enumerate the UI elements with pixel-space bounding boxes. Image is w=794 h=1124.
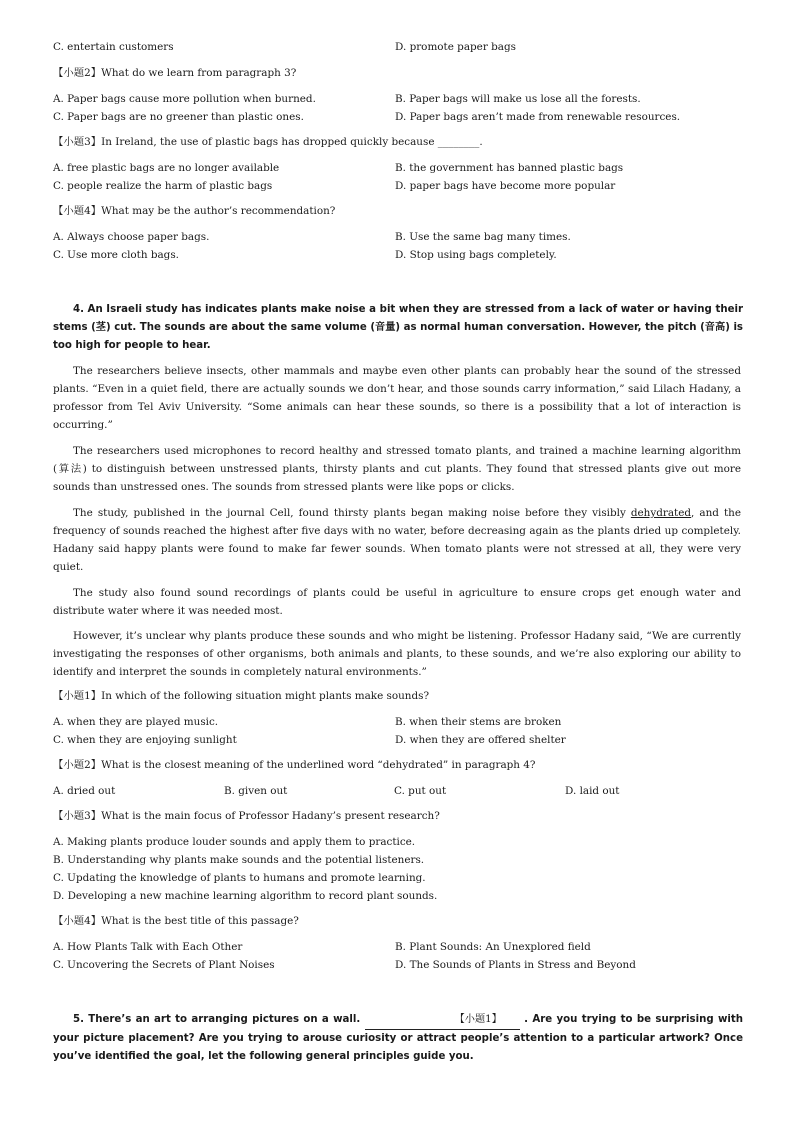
prev-q4-stem: 【小题4】What may be the author’s recommendation?: [53, 205, 336, 217]
passage4-q3-option-b: B. Understanding why plants make sounds and the potential listeners.: [53, 854, 425, 866]
prev-q2-option-d: D. Paper bags aren’t made from renewable resources.: [395, 111, 681, 123]
passage4-q1-stem: 【小题1】In which of the following situation might plants make sounds?: [53, 690, 430, 702]
prev-q1-option-d: D. promote paper bags: [395, 41, 516, 53]
passage4-q3-option-c: C. Updating the knowledge of plants to humans and promote learning.: [53, 872, 426, 884]
passage4-q2-option-c: C. put out: [394, 785, 447, 797]
prev-q2-option-b: B. Paper bags will make us lose all the forests.: [395, 93, 641, 105]
passage4-paragraph-1: The researchers believe insects, other mammals and maybe even other plants can probably hear the sound of the stressed plants. “Even in a quiet field, there are actually sounds we don’t hear, and those sounds carry information,” said Lilach Hadany, a professor from Tel Aviv University. “Some animals can hear these sounds, so there is a possibility that a lot of interaction is occurring.”: [53, 365, 741, 431]
prev-q1-option-c: C. entertain customers: [53, 41, 174, 53]
passage4-q3-stem: 【小题3】What is the main focus of Professor Hadany’s present research?: [53, 810, 440, 822]
prev-q4-option-d: D. Stop using bags completely.: [395, 249, 557, 261]
passage5-text-before: 5. There’s an art to arranging pictures on a wall.: [73, 1014, 365, 1025]
prev-q3-option-c: C. people realize the harm of plastic bags: [53, 180, 273, 192]
passage4-paragraph-3: [53, 504, 741, 576]
passage4-paragraph-5: However, it’s unclear why plants produce these sounds and who might be listening. Professor Hadany said, “We are currently investigating the responses of other organisms, both animals and plants, to these sounds, and we’re also exploring our ability to identify and interpret the sounds in completely natural environments.”: [53, 630, 741, 678]
prev-q3-stem: 【小题3】In Ireland, the use of plastic bags has dropped quickly because ________.: [53, 136, 483, 148]
passage4-q2-option-b: B. given out: [224, 785, 288, 797]
passage4-q2-option-d: D. laid out: [565, 785, 620, 797]
prev-q3-option-b: B. the government has banned plastic bags: [395, 162, 624, 174]
passage4-q1-option-b: B. when their stems are broken: [395, 716, 562, 728]
passage4-q4-stem: 【小题4】What is the best title of this passage?: [53, 915, 299, 927]
answer-blank-1[interactable]: 【小题1】: [365, 1011, 520, 1030]
passage4-paragraph-4: The study also found sound recordings of plants could be useful in agriculture to ensure crops get enough water and distribute water where it was needed most.: [53, 587, 741, 617]
paragraph-3-text-after: , and the frequency of sounds reached the highest after five days with no water, before decreasing again as the plants dried up completely. Hadany said happy plants were found to make far fewer sounds. When tomato plants were not stressed at all, they were very quiet.: [53, 507, 741, 573]
prev-q3-option-d: D. paper bags have become more popular: [395, 180, 616, 192]
passage4-intro: 4. An Israeli study has indicates plants make noise a bit when they are stressed from a lack of water or having their stems (茎) cut. The sounds are about the same volume (音量) as normal human conversation. However, the pitch (音高) is too high for people to hear.: [53, 304, 743, 351]
passage5-text-after: . Are you trying to be surprising with your picture placement? Are you trying to arouse curiosity or attract people’s attention to a particular artwork? Once you’ve identified the goal, let the following general principles guide you.: [53, 1014, 743, 1062]
passage4-q1-option-c: C. when they are enjoying sunlight: [53, 734, 237, 746]
passage4-q4-option-c: C. Uncovering the Secrets of Plant Noises: [53, 959, 275, 971]
passage4-q2-stem: 【小题2】What is the closest meaning of the underlined word “dehydrated” in paragraph 4?: [53, 759, 536, 771]
passage4-paragraph-2: The researchers used microphones to record healthy and stressed tomato plants, and trained a machine learning algorithm (算法) to distinguish between unstressed plants, thirsty plants and cut plants. They found that stressed plants give out more sounds than unstressed ones. The sounds from stressed plants were like pops or clicks.: [53, 445, 741, 493]
passage4-q3-option-a: A. Making plants produce louder sounds and apply them to practice.: [53, 836, 416, 848]
prev-q3-option-a: A. free plastic bags are no longer available: [53, 162, 280, 174]
prev-q2-option-c: C. Paper bags are no greener than plastic ones.: [53, 111, 304, 123]
prev-q4-option-a: A. Always choose paper bags.: [53, 231, 210, 243]
underlined-word-dehydrated: dehydrated: [630, 507, 692, 519]
prev-q4-option-b: B. Use the same bag many times.: [395, 231, 571, 243]
passage4-q4-option-b: B. Plant Sounds: An Unexplored field: [395, 941, 591, 953]
passage4-q1-option-d: D. when they are offered shelter: [395, 734, 566, 746]
passage5-intro: [53, 1011, 743, 1066]
passage4-q2-option-a: A. dried out: [53, 785, 116, 797]
passage4-q3-option-d: D. Developing a new machine learning algorithm to record plant sounds.: [53, 890, 438, 902]
passage4-q1-option-a: A. when they are played music.: [53, 716, 219, 728]
prev-q2-option-a: A. Paper bags cause more pollution when burned.: [53, 93, 316, 105]
passage4-q4-option-a: A. How Plants Talk with Each Other: [53, 941, 243, 953]
paragraph-3-text-before: The study, published in the journal Cell, found thirsty plants began making noise before they visibly: [73, 507, 631, 519]
prev-q2-stem: 【小题2】What do we learn from paragraph 3?: [53, 67, 297, 79]
prev-q4-option-c: C. Use more cloth bags.: [53, 249, 179, 261]
passage4-q4-option-d: D. The Sounds of Plants in Stress and Beyond: [395, 959, 636, 971]
